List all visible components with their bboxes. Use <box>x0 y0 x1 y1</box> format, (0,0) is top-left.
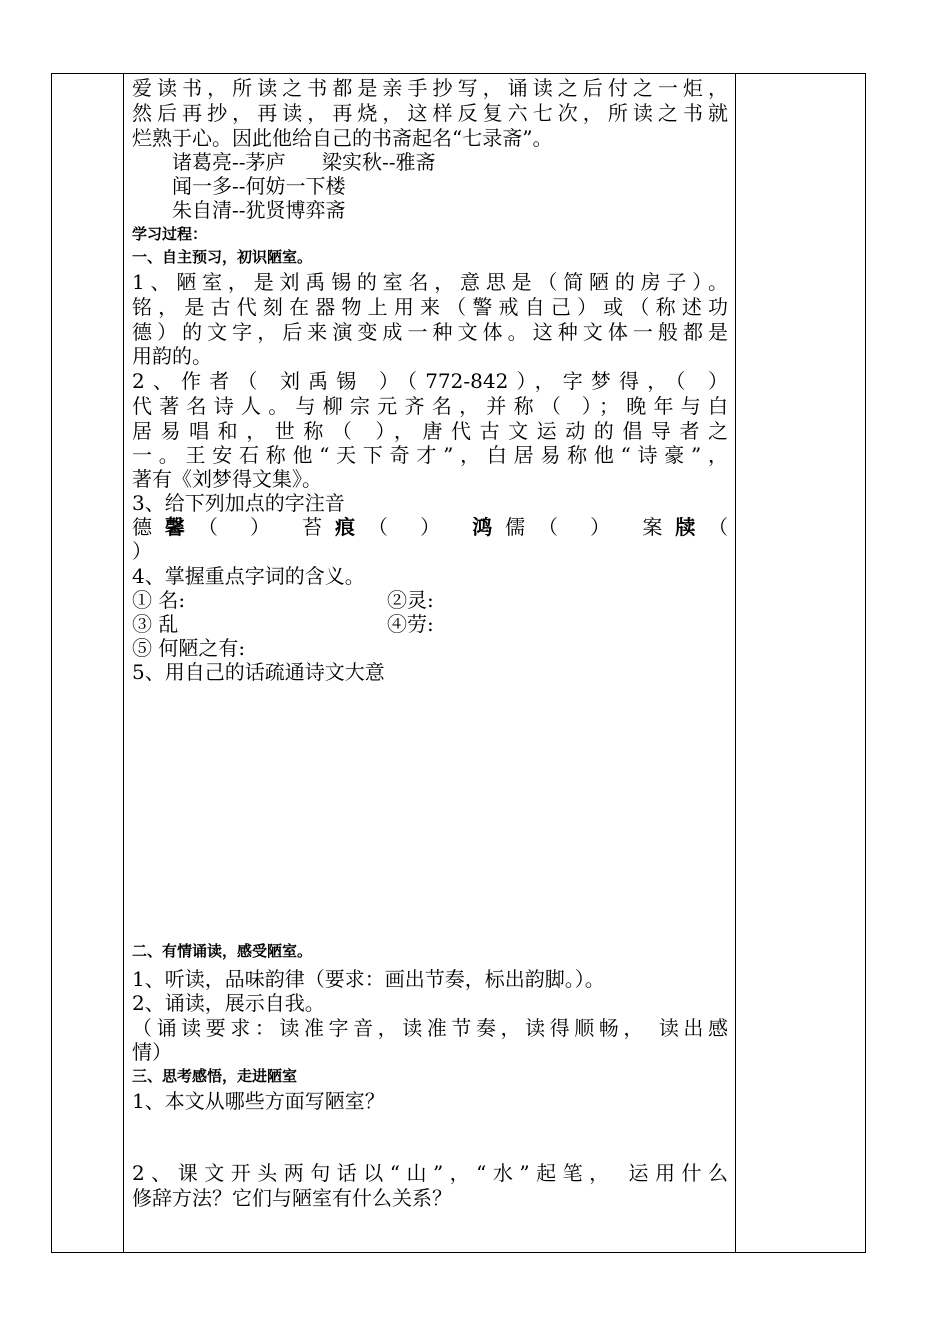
column-divider-left <box>123 74 124 1252</box>
s1-q1-line-1: 1、陋室，是刘禹锡的室名，意思是（简陋的房子）。 <box>132 270 728 294</box>
section3-heading: 三、思考感悟，走进陋室 <box>132 1067 298 1085</box>
s1-q2-line-2: 代著名诗人。与柳宗元齐名，并称（ ）；晚年与白 <box>132 394 728 418</box>
q3-item-c <box>472 515 623 539</box>
q4-item-2: ②灵: <box>387 588 434 612</box>
intro-pair-3: 朱自清--犹贤博弈斋 <box>172 198 346 222</box>
section2-heading: 二、有情诵读，感受陋室。 <box>132 942 313 960</box>
q4-item-4: ④劳: <box>387 612 434 636</box>
intro-line-1: 爱读书，所读之书都是亲手抄写，诵读之后付之一炬， <box>132 76 728 100</box>
q3-d-blank-open[interactable]: （ <box>708 515 729 539</box>
q3-a-blank[interactable]: （ ） <box>197 515 283 539</box>
q3-c-dotted-char: 鸿 <box>472 515 506 539</box>
s1-q4-row-2 <box>132 612 434 636</box>
q4-item-1: ① 名: <box>132 588 186 612</box>
q3-a-char: 德 <box>132 515 165 539</box>
intro-line-2: 然后再抄，再读，再烧，这样反复六七次，所读之书就 <box>132 101 728 125</box>
s1-q5: 5、用自己的话疏通诗文大意 <box>132 660 385 684</box>
s3-q2-line-2: 修辞方法？它们与陋室有什么关系？ <box>132 1186 452 1210</box>
q3-d-char: 案 <box>642 515 676 539</box>
s3-q2-line-1: 2、课文开头两句话以“山”，“水”起笔， 运用什么 <box>132 1161 728 1185</box>
s3-q1: 1、本文从哪些方面写陋室？ <box>132 1089 385 1113</box>
s1-q2-line-1: 2、作者（ 刘禹锡 ）（772-842），字梦得，（ ） <box>132 369 728 393</box>
s1-q1-line-4: 用韵的。 <box>132 344 212 368</box>
q3-item-b <box>302 515 453 539</box>
pair-zhuge: 诸葛亮--茅庐 <box>172 150 286 174</box>
lesson-table <box>51 73 866 1253</box>
s1-q1-line-2: 铭，是古代刻在器物上用来（警戒自己）或（称述功 <box>132 295 728 319</box>
q3-b-char: 苔 <box>302 515 336 539</box>
q3-b-dotted-char: 痕 <box>335 515 368 539</box>
process-heading: 学习过程： <box>132 225 208 243</box>
pair-liang: 梁实秋--雅斋 <box>322 150 436 174</box>
column-divider-right <box>735 74 736 1252</box>
s2-line-4: 情） <box>132 1040 172 1064</box>
q3-d-dotted-char: 牍 <box>675 515 709 539</box>
s1-q3-items <box>132 515 728 539</box>
q3-a-dotted-char: 馨 <box>164 515 198 539</box>
intro-line-3: 烂熟于心。因此他给自己的书斋起名“七录斋”。 <box>132 126 553 150</box>
s1-q3-title: 3、给下列加点的字注音 <box>132 491 345 515</box>
intro-pair-2: 闻一多--何妨一下楼 <box>172 174 346 198</box>
q3-item-d <box>642 515 728 539</box>
q3-c-char: 儒 <box>505 515 539 539</box>
intro-pair-1 <box>172 150 436 174</box>
s1-q4-title: 4、掌握重点字词的含义。 <box>132 564 365 588</box>
q3-c-blank[interactable]: （ ） <box>538 515 624 539</box>
s1-q1-line-3: 德）的文字，后来演变成一种文体。这种文体一般都是 <box>132 320 728 344</box>
q4-item-5: ⑤ 何陋之有: <box>132 636 246 660</box>
q3-item-a <box>132 515 283 539</box>
s1-q4-row-1 <box>132 588 434 612</box>
s2-line-2: 2、诵读，展示自我。 <box>132 991 325 1015</box>
s1-q2-line-5: 著有《刘梦得文集》。 <box>132 467 322 491</box>
s1-q2-line-3: 居易唱和，世称（ ），唐代古文运动的倡导者之 <box>132 419 728 443</box>
q3-b-blank[interactable]: （ ） <box>367 515 453 539</box>
s1-q2-line-4: 一。王安石称他“天下奇才”，白居易称他“诗豪”， <box>132 443 728 467</box>
s2-line-3: （诵读要求：读准字音，读准节奏，读得顺畅， 读出感 <box>132 1016 728 1040</box>
q3-d-blank-close: ） <box>132 539 152 563</box>
section1-heading: 一、自主预习，初识陋室。 <box>132 248 313 266</box>
s2-line-1: 1、听读，品味韵律（要求：画出节奏，标出韵脚。）。 <box>132 967 605 991</box>
q4-item-3: ③ 乱 <box>132 612 179 636</box>
